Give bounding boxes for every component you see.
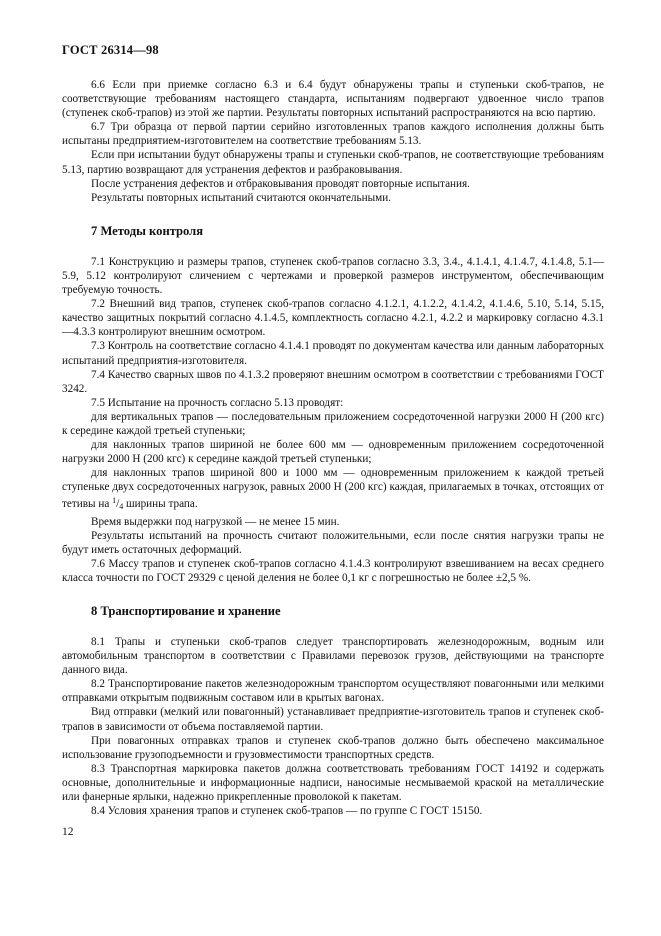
- paragraph-7-5: 7.5 Испытание на прочность согласно 5.13 проводят:: [91, 396, 344, 409]
- paragraph-8-2: 8.2 Транспортирование пакетов железнодорожным транспортом осуществляют повагонными или мелкими отправками открытым подвижным составом или в крытых вагонах.: [62, 678, 604, 705]
- paragraph-6-6: 6.6 Если при приемке согласно 6.3 и 6.4 будут обнаружены трапы и ступеньки скоб-трапов, не соответствующие требованиям настоящего стандарта, испытаниям подвергают удвоенное число трапов (ступенек скоб-трапов) из этой же партии. Результаты повторных испытаний распространяются на всю партию.: [62, 79, 604, 120]
- section-7-heading: 7 Методы контроля: [91, 223, 204, 238]
- paragraph-7-5-hold-time: Время выдержки под нагрузкой — не менее 15 мин.: [91, 515, 340, 528]
- paragraph-8-1: 8.1 Трапы и ступеньки скоб-трапов следует транспортировать железнодорожным, водным или автомобильным транспортом в соответствии с Правилами перевозок грузов, действующими на транспорте данного вида.: [62, 636, 604, 677]
- fraction-text-after: ширины трапа.: [123, 498, 198, 511]
- fraction-text-before: для наклонных трапов шириной 800 и 1000 мм — одновременным приложением к каждой третьей ступеньке двух сосредоточенных нагрузок, равных 2000 Н (200 кгс) каждая, прилагаемых в точках, отстоящих от тетивы на: [62, 467, 604, 511]
- paragraph-7-5-results: Результаты испытаний на прочность считают положительными, если после снятия нагрузки трапы не будут иметь остаточных деформаций.: [62, 529, 604, 556]
- page-content: [62, 78, 604, 818]
- paragraph-6-7: 6.7 Три образца от первой партии серийно изготовленных трапов каждого исполнения должны быть испытаны предприятием-изготовителем на соответствие требованиям 5.13.: [62, 121, 604, 148]
- paragraph-7-5-incline-800: [62, 466, 604, 514]
- paragraph-7-3: 7.3 Контроль на соответствие согласно 4.1.4.1 проводят по документам качества или данным лабораторных испытаний предприятия-изготовителя.: [62, 340, 604, 367]
- paragraph-8-4: 8.4 Условия хранения трапов и ступенек скоб-трапов — по группе С ГОСТ 15150.: [91, 805, 483, 818]
- paragraph-7-6: 7.6 Массу трапов и ступенек скоб-трапов согласно 4.1.4.3 контролируют взвешиванием на весах среднего класса точности по ГОСТ 29329 с ценой деления не более 0,1 кг с погрешностью не более ±2,5 %.: [62, 557, 604, 584]
- standard-header: ГОСТ 26314—98: [62, 43, 159, 57]
- section-8-heading: 8 Транспортирование и хранение: [91, 604, 281, 618]
- paragraph-6-7-after-fix: После устранения дефектов и отбраковывания проводят повторные испытания.: [91, 177, 470, 190]
- paragraph-7-2: 7.2 Внешний вид трапов, ступенек скоб-трапов согласно 4.1.2.1, 4.1.2.2, 4.1.4.2, 4.1.4.6, 5.10, 5.14, 5.15, качество защитных покрытий согласно 4.1.4.5, комплектность согласно 4.2.1, 4.2.2 и маркировку согласно 4.3.1—4.3.3 контролируют внешним осмотром.: [62, 298, 604, 339]
- paragraph-7-1: 7.1 Конструкцию и размеры трапов, ступенек скоб-трапов согласно 3.3, 3.4., 4.1.4.1, 4.1.4.7, 4.1.4.8, 5.1—5.9, 5.12 контролируют сличением с чертежами и проверкой размеров инструментом, обеспечивающим требуемую точность.: [62, 255, 604, 297]
- paragraph-6-7-retest: Если при испытании будут обнаружены трапы и ступеньки скоб-трапов, не соответствующие требованиям 5.13, партию возвращают для устранения дефектов и разбраковывания.: [62, 149, 604, 176]
- paragraph-6-7-final: Результаты повторных испытаний считаются окончательными.: [91, 191, 391, 204]
- paragraph-8-2-shipment-type: Вид отправки (мелкий или повагонный) устанавливает предприятие-изготовитель трапов и ступенек скоб-трапов в зависимости от объема поставляемой партии.: [62, 706, 604, 733]
- paragraph-7-5-vertical: для вертикальных трапов — последовательным приложением сосредоточенной нагрузки 2000 Н (200 кгс) к середине каждой третьей ступеньки;: [62, 410, 604, 437]
- page-number: 12: [62, 826, 74, 838]
- paragraph-7-5-incline-600: для наклонных трапов шириной не более 600 мм — одновременным приложением сосредоточенной нагрузки 2000 Н (200 кгс) к середине каждой третьей ступеньки;: [62, 439, 604, 466]
- fraction-slash: /: [116, 498, 120, 511]
- fraction-denominator: 4: [119, 502, 124, 512]
- paragraph-7-4: 7.4 Качество сварных швов по 4.1.3.2 проверяют внешним осмотром в соответствии с требованиями ГОСТ 3242.: [62, 368, 604, 395]
- fraction-numerator: 1: [112, 496, 117, 506]
- paragraph-8-3: 8.3 Транспортная маркировка пакетов должна соответствовать требованиям ГОСТ 14192 и содержать основные, дополнительные и информационные надписи, наносимые несмываемой краской на металлические или фанерные ярлыки, надежно прикрепленные проволокой к пакетам.: [62, 762, 604, 804]
- paragraph-8-2-wagon-use: При повагонных отправках трапов и ступенек скоб-трапов должно быть обеспечено максимальное использование грузоподъемности и грузовместимости транспортных средств.: [62, 734, 604, 761]
